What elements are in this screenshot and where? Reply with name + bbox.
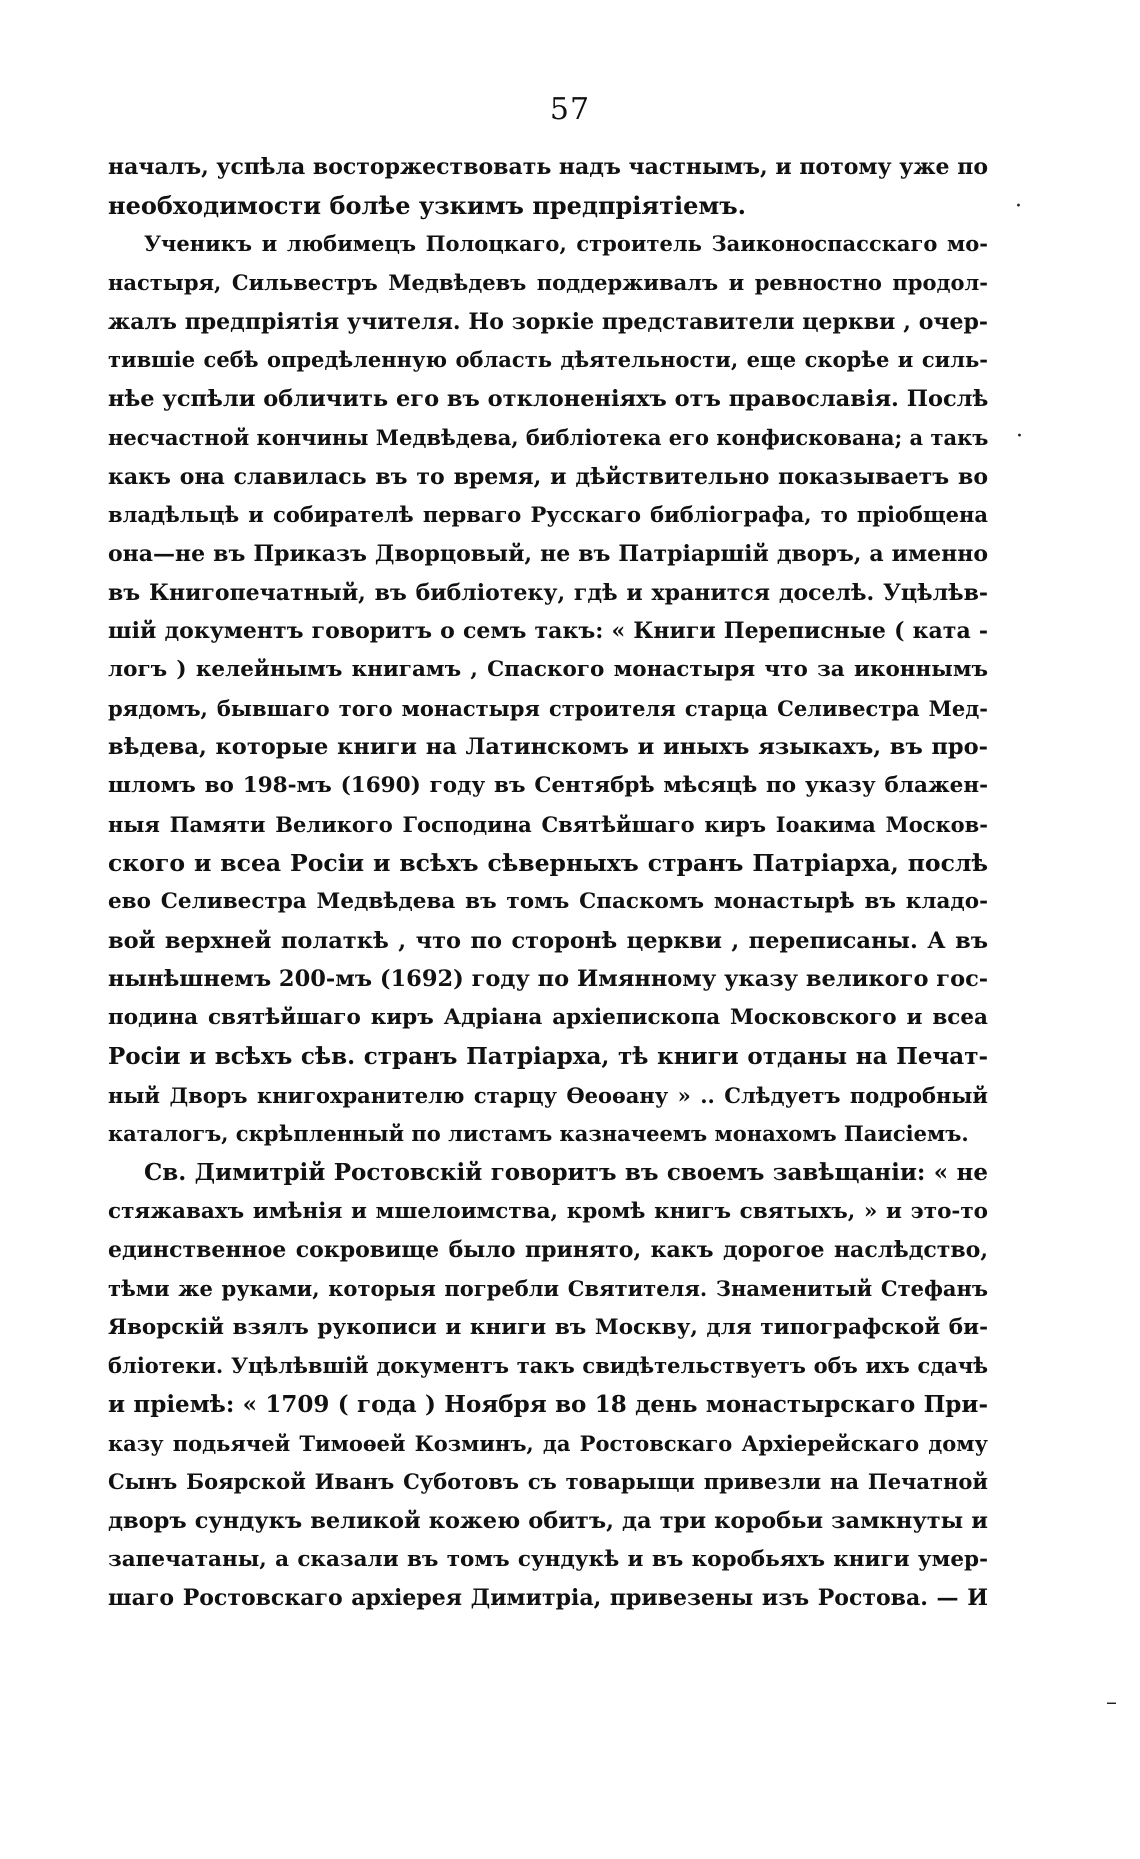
text-line: нынѣшнемъ 200-мъ (1692) году по Имянному указу великого гос- <box>108 966 989 993</box>
text-line: каталогъ, скрѣпленный по листамъ казначеемъ монахомъ Паисіемъ. <box>108 1121 969 1147</box>
text-line: логъ ) келейнымъ книгамъ , Спаского монастыря что за иконнымъ <box>108 656 988 682</box>
text-line: тившіе себѣ опредѣленную область дѣятельности, еще скорѣе и силь- <box>108 347 988 373</box>
scan-mark-top: · <box>1015 194 1022 219</box>
text-line: рядомъ, бывшаго того монастыря строителя старца Селивестра Мед- <box>108 695 988 721</box>
scan-mark-bottom: – <box>1106 1690 1117 1715</box>
page-number: 57 <box>549 92 591 127</box>
text-line: настыря, Сильвестръ Медвѣдевъ поддерживалъ и ревностно продол- <box>108 270 988 296</box>
text-line: вой верхней полаткѣ , что по сторонѣ церкви , переписаны. А въ <box>108 927 988 954</box>
text-line: Яворскій взялъ рукописи и книги въ Москву, для типографской би- <box>108 1314 988 1340</box>
body-text <box>108 148 988 1618</box>
text-line: и пріемѣ: « 1709 ( года ) Ноября во 18 день монастырскаго При- <box>108 1391 988 1418</box>
text-line: стяжавахъ имѣнія и мшелоимства, кромѣ книгъ святыхъ, » и это-то <box>108 1198 988 1224</box>
text-line: шломъ во 198-мъ (1690) году въ Сентябрѣ мѣсяцѣ по указу блажен- <box>108 773 988 798</box>
text-line: несчастной кончины Медвѣдева, библіотека его конфискована; а такъ <box>108 424 989 450</box>
text-line: Росіи и всѣхъ сѣв. странъ Патріарха, тѣ книги отданы на Печат- <box>108 1042 988 1070</box>
text-line: жалъ предпріятія учителя. Но зоркіе представители церкви , очер- <box>108 308 988 335</box>
text-line: ныя Памяти Великого Господина Святѣйшаго киръ Іоакима Москов- <box>108 811 988 837</box>
text-line: она—не въ Приказъ Дворцовый, не въ Патріаршій дворъ, а именно <box>108 540 988 567</box>
text-line: шій документъ говоритъ о семъ такъ: « Книги Переписные ( ката - <box>108 618 988 645</box>
text-line: запечатаны, а сказали въ томъ сундукѣ и въ коробьяхъ книги умер- <box>108 1546 988 1572</box>
text-line: казу подьячей Тимоѳей Козминъ, да Ростовскаго Архіерейскаго дому <box>108 1430 988 1456</box>
text-line: единственное сокровище было принято, какъ дорогое наслѣдство, <box>108 1237 988 1264</box>
text-line: подина святѣйшаго киръ Адріана архіепископа Московского и всеа <box>108 1005 988 1031</box>
text-line: тѣми же руками, которыя погребли Святителя. Знаменитый Стефанъ <box>108 1275 988 1301</box>
text-line: ево Селивестра Медвѣдева въ томъ Спаскомъ монастырѣ въ кладо- <box>108 889 988 915</box>
text-line: необходимости болѣе узкимъ предпріятіемъ. <box>108 190 747 220</box>
text-line: нѣе успѣли обличить его въ отклоненіяхъ отъ православія. Послѣ <box>108 386 989 413</box>
text-line: владѣльцѣ и собирателѣ перваго Русскаго библіографа, то пріобщена <box>108 502 988 528</box>
text-line: Св. Димитрій Ростовскій говоритъ въ своемъ завѣщаніи: « не <box>144 1158 988 1186</box>
scan-mark-mid: · <box>1016 424 1023 449</box>
text-line: дворъ сундукъ великой кожею обитъ, да три коробьи замкнуты и <box>108 1508 988 1535</box>
text-line: ный Дворъ книгохранителю старцу Ѳеоѳану » .. Слѣдуетъ подробный <box>108 1082 988 1108</box>
text-line: Ученикъ и любимецъ Полоцкаго, строитель Заиконоспасскаго мо- <box>144 231 988 257</box>
text-line: ского и всеа Росіи и всѣхъ сѣверныхъ странъ Патріарха, послѣ <box>108 849 988 878</box>
text-line: вѣдева, которые книги на Латинскомъ и иныхъ языкахъ, въ про- <box>108 734 988 761</box>
text-line: Сынъ Боярской Иванъ Суботовъ съ товарыщи привезли на Печатной <box>108 1469 988 1495</box>
text-line: бліотеки. Уцѣлѣвшій документъ такъ свидѣтельствуетъ объ ихъ сдачѣ <box>108 1353 988 1379</box>
text-line: въ Книгопечатный, въ библіотеку, гдѣ и хранится доселѣ. Уцѣлѣв- <box>108 579 988 606</box>
text-line: шаго Ростовскаго архіерея Димитріа, привезены изъ Ростова. — И <box>108 1585 988 1612</box>
text-line: какъ она славилась въ то время, и дѣйствительно показываетъ во <box>108 463 988 490</box>
text-line: началъ, успѣла восторжествовать надъ частнымъ, и потому уже по <box>108 154 988 180</box>
